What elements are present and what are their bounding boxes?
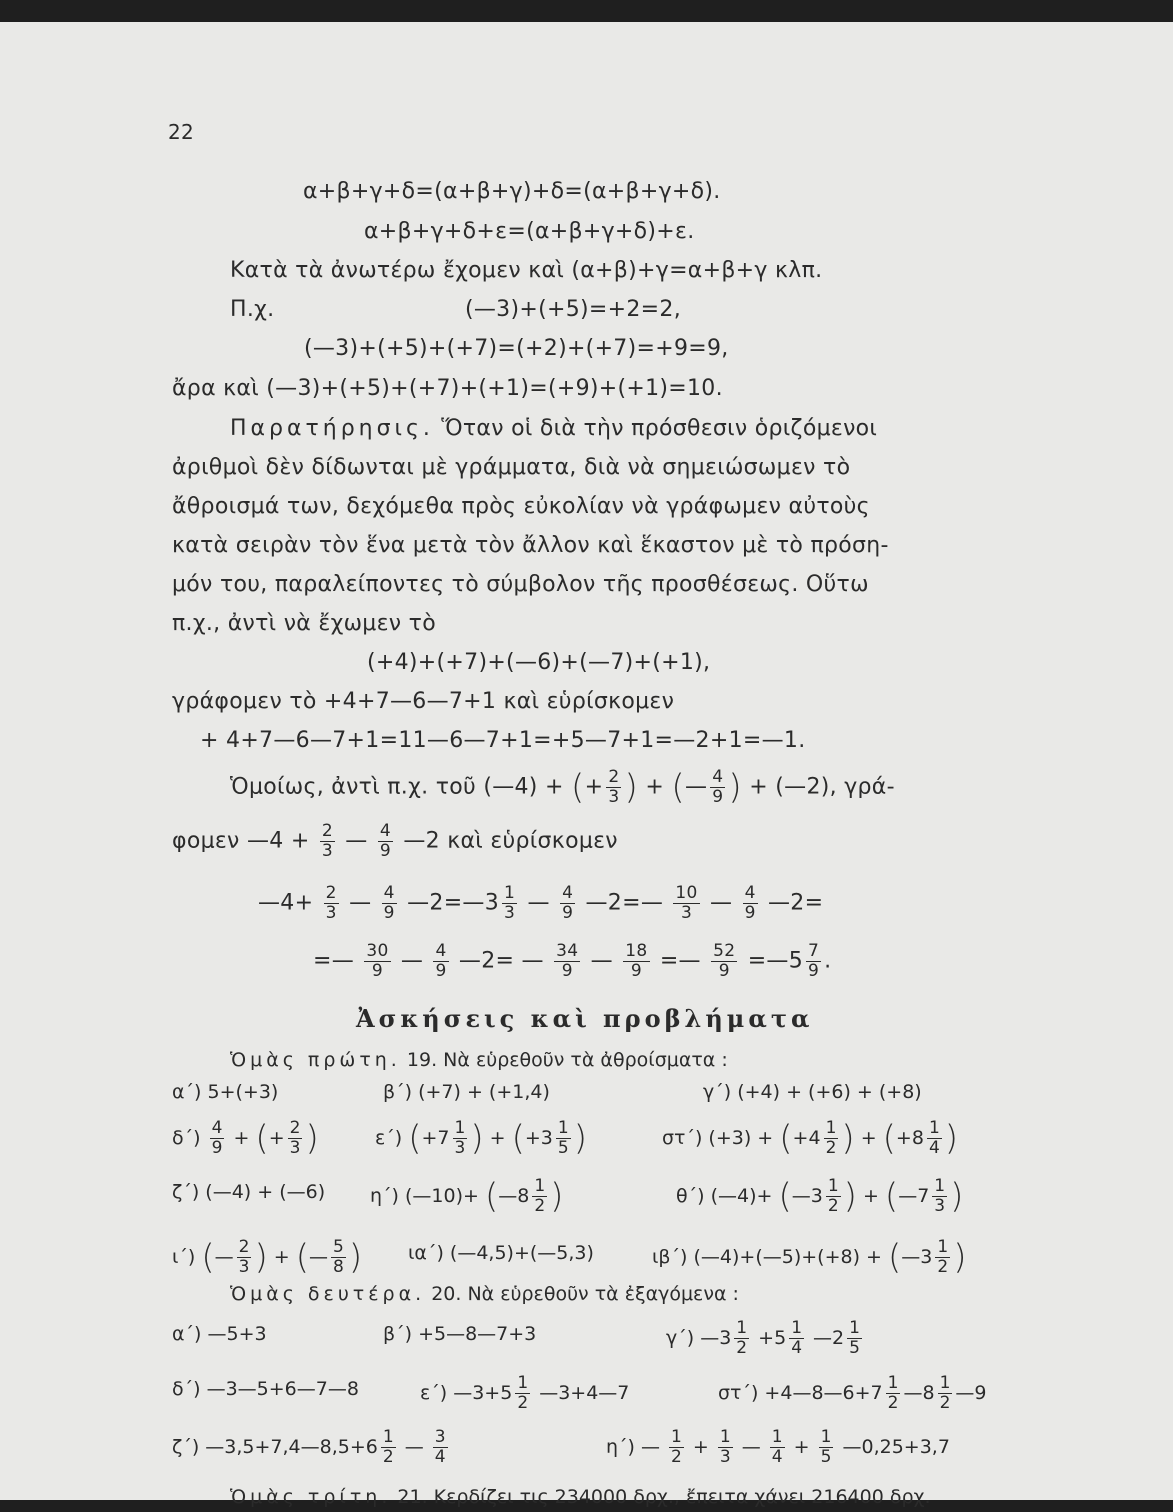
exercise: δ΄) —3—5+6—7—8 xyxy=(172,1378,359,1400)
text-line: μόν του, παραλείποντες τὸ σύμβολον τῆς προσθέσεως. Οὕτω xyxy=(172,572,869,597)
text-line: κατὰ σειρὰν τὸν ἕνα μετὰ τὸν ἄλλον καὶ ἕκαστον μὲ τὸ πρόση- xyxy=(172,533,889,558)
exercise: η΄) — $\frac{1}{2}$ + $\frac{1}{3}$ — $\frac{1}{4}$ + $\frac{1}{5}$ —0,25+3,7 xyxy=(606,1427,950,1467)
section-heading: Ἀσκήσεις καὶ προβλήματα xyxy=(356,1004,814,1033)
text-part: Ὁμοίως, ἀντὶ π.χ. τοῦ (—4) + xyxy=(230,774,564,800)
exercise: α΄) —5+3 xyxy=(172,1323,267,1345)
text-line: γράφομεν τὸ +4+7—6—7+1 καὶ εὑρίσκομεν xyxy=(172,689,675,714)
fraction: $\frac{2}{3}$ xyxy=(321,821,333,861)
exercise: γ΄) (+4) + (+6) + (+8) xyxy=(703,1081,922,1103)
text-line: Κατὰ τὰ ἀνωτέρω ἔχομεν καὶ (α+β)+γ=α+β+γ κλπ. xyxy=(230,258,823,283)
exercise: α΄) 5+(+3) xyxy=(172,1081,279,1103)
exercise: γ΄) —3 $\frac{1}{2}$ +5 $\frac{1}{4}$ —2 $\frac{1}{5}$ xyxy=(666,1318,860,1358)
exercise: ζ΄) (—4) + (—6) xyxy=(172,1181,326,1203)
exercise: ια΄) (—4,5)+(—5,3) xyxy=(408,1242,594,1264)
remark-text: Ὅταν οἱ διὰ τὴν πρόσθεσιν ὁριζόμενοι xyxy=(441,416,878,441)
exercise: β΄) +5—8—7+3 xyxy=(383,1323,537,1345)
exercise: ι΄) (— $\frac{2}{3}$ ) + (— $\frac{5}{8}$ ) xyxy=(172,1237,363,1278)
text-line: ἄθροισμά των, δεχόμεθα πρὸς εὐκολίαν νὰ γράφωμεν αὐτοὺς xyxy=(172,494,870,519)
text-line: (—3)+(+5)+(+7)=(+2)+(+7)=+9=9, xyxy=(304,336,729,361)
text-line: Π.χ. xyxy=(230,297,275,322)
fraction: $\frac{2}{3}$ xyxy=(608,767,620,807)
exercise: δ΄) $\frac{4}{9}$ + (+ $\frac{2}{3}$ ) xyxy=(172,1118,319,1159)
text-line: ἄρα καὶ (—3)+(+5)+(+7)+(+1)=(+9)+(+1)=10. xyxy=(172,376,723,401)
fraction: $\frac{4}{9}$ xyxy=(712,767,724,807)
fraction: $\frac{4}{9}$ xyxy=(379,821,392,861)
text-line: α+β+γ+δ=(α+β+γ)+δ=(α+β+γ+δ). xyxy=(303,179,721,204)
text-line xyxy=(230,414,877,444)
exercise: ιβ΄) (—4)+(—5)+(+8) + (—3 $\frac{1}{2}$ ) xyxy=(652,1237,967,1278)
group-title: Ὁμὰς πρώτη. 19. Νὰ εὑρεθοῦν τὰ ἀθροίσματα : xyxy=(230,1049,728,1071)
text-line: π.χ., ἀντὶ νὰ ἔχωμεν τὸ xyxy=(172,611,436,636)
exercise: ε΄) —3+5 $\frac{1}{2}$ —3+4—7 xyxy=(420,1373,630,1413)
text-line: (+4)+(+7)+(—6)+(—7)+(+1), xyxy=(367,650,711,675)
exercise: στ΄) (+3) + (+4 $\frac{1}{2}$ ) + (+8 $\frac{1}{4}$ ) xyxy=(662,1118,959,1159)
exercise: ζ΄) —3,5+7,4—8,5+6 $\frac{1}{2}$ — $\frac{3}{4}$ xyxy=(172,1427,446,1467)
text-line: ἀριθμοὶ δὲν δίδωνται μὲ γράμματα, διὰ νὰ σημειώσωμεν τὸ xyxy=(172,455,851,480)
exercise: β΄) (+7) + (+1,4) xyxy=(383,1081,550,1103)
text-line: α+β+γ+δ+ε=(α+β+γ+δ)+ε. xyxy=(364,219,695,244)
math-line: φομεν —4 + $\frac{2}{3}$ — $\frac{4}{9}$ —2 καὶ εὑρίσκομεν xyxy=(172,821,618,861)
book-page xyxy=(0,22,1173,1508)
text-line: + 4+7—6—7+1=11—6—7+1=+5—7+1=—2+1=—1. xyxy=(200,728,806,753)
remark-label: Παρατήρησις. xyxy=(230,416,434,441)
page-number: 22 xyxy=(168,120,195,144)
exercise: θ΄) (—4)+ (—3 $\frac{1}{2}$ ) + (—7 $\frac{1}{3}$ ) xyxy=(676,1176,964,1217)
math-line: —4+ $\frac{2}{3}$ — $\frac{4}{9}$ —2=—3 $\frac{1}{3}$ — $\frac{4}{9}$ —2=— $\frac{10}{3}$ — $\frac{4}{9}$ —2= xyxy=(258,883,824,923)
math-line: =— $\frac{30}{9}$ — $\frac{4}{9}$ —2= — $\frac{34}{9}$ — $\frac{18}{9}$ =— $\frac{52}{9}$ =—5 $\frac{7}{9}$ . xyxy=(313,941,832,981)
exercise: ε΄) (+7 $\frac{1}{3}$ ) + (+3 $\frac{1}{5}$ ) xyxy=(375,1118,587,1159)
exercise: στ΄) +4—8—6+7 $\frac{1}{2}$ —8 $\frac{1}{2}$ —9 xyxy=(718,1373,987,1413)
text-line: (—3)+(+5)=+2=2, xyxy=(465,297,681,322)
group-title: Ὁμὰς τρίτη. 21. Κερδίζει τις 234000 δρχ., ἔπειτα χάνει 216400 δρχ. xyxy=(230,1486,931,1508)
math-line: Ὁμοίως, ἀντὶ π.χ. τοῦ (—4) + (+ $\frac{2}{3}$ ) + (— $\frac{4}{9}$ ) + (—2), γρά- xyxy=(230,767,895,808)
exercise: η΄) (—10)+ (—8 $\frac{1}{2}$ ) xyxy=(370,1176,564,1217)
group-title: Ὁμὰς δευτέρα. 20. Νὰ εὑρεθοῦν τὰ ἐξαγόμενα : xyxy=(230,1283,739,1305)
